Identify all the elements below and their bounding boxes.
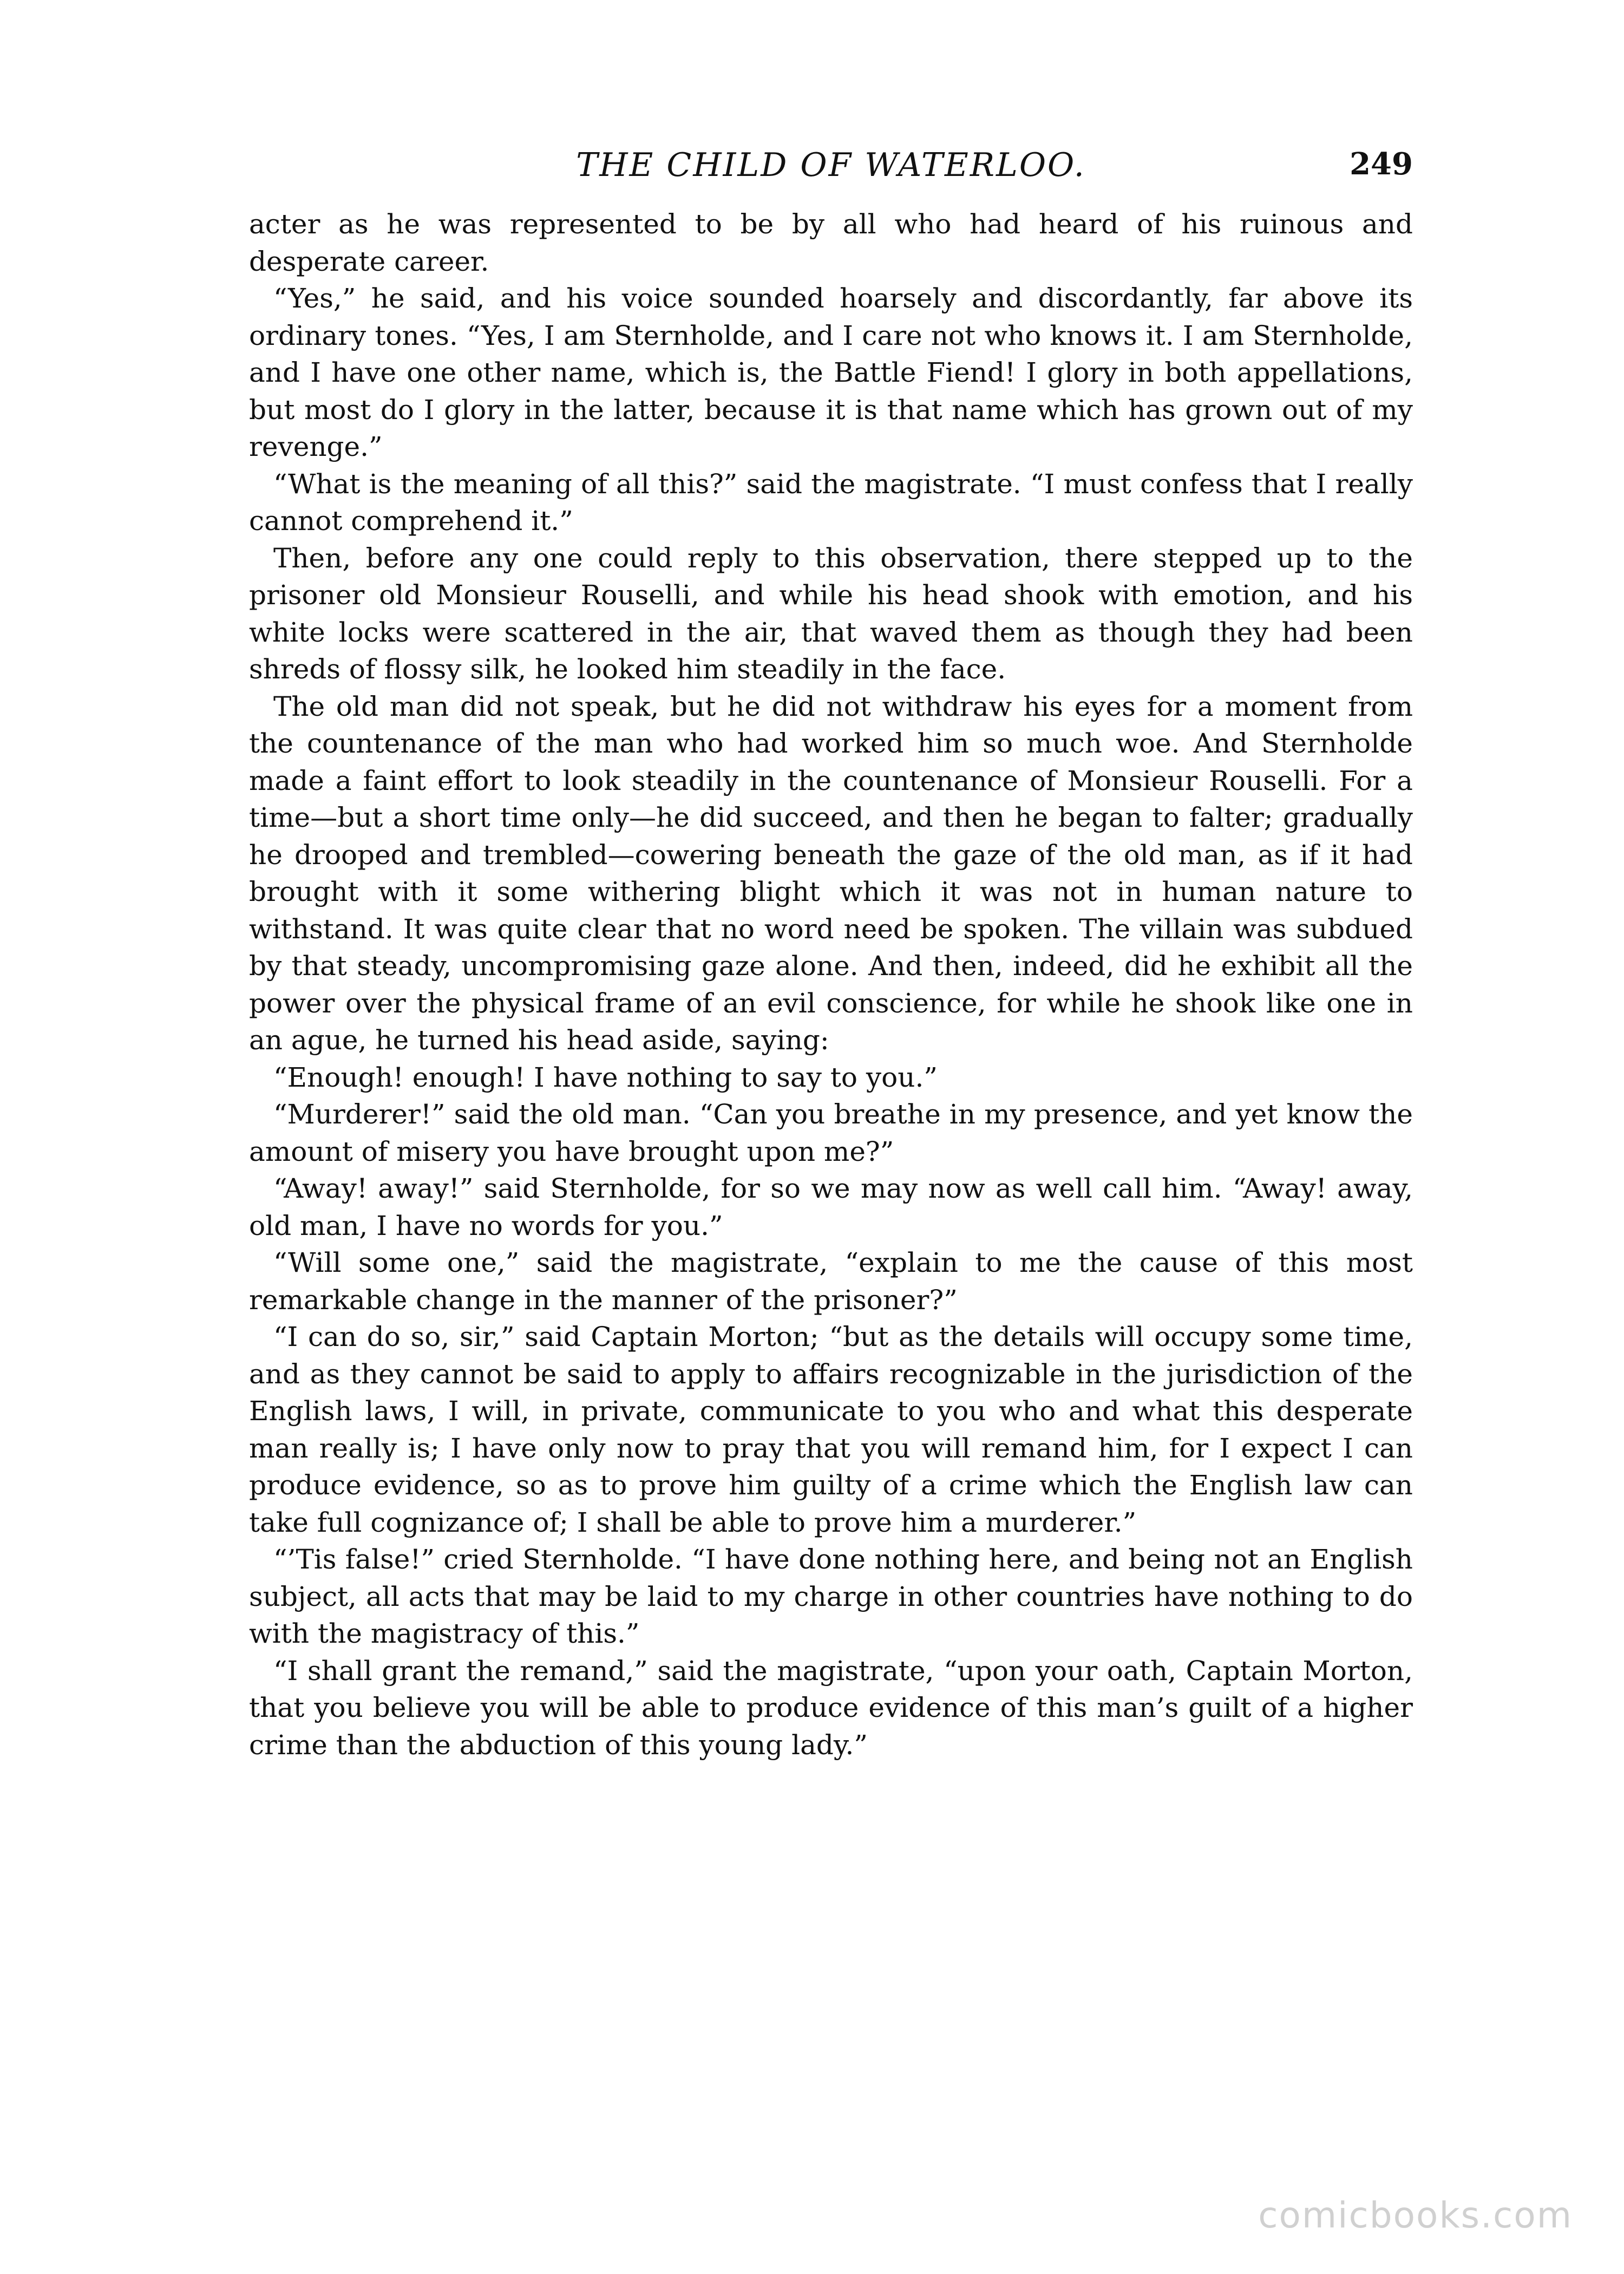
paragraph-4: Then, before any one could reply to this observation, there stepped up to the prisoner old Monsieur Rouselli, and while his head shook with emotion, and his white locks were scattered in the air, that waved them as though they had been shreds of flossy silk, he looked him steadily in the face. (249, 542, 1413, 685)
paragraph-11: “’Tis false!” cried Sternholde. “I have done nothing here, and being not an English subject, all acts that may be laid to my charge in other countries have nothing to do with the magistracy of this.” (249, 1544, 1413, 1649)
body-text (249, 206, 1413, 1763)
watermark: comicbooks.com (1258, 2194, 1573, 2236)
paragraph-10: “I can do so, sir,” said Captain Morton; “but as the details will occupy some time, and as they cannot be said to apply to affairs recognizable in the jurisdiction of the English laws, I will, in private, communicate to you who and what this desperate man really is; I have only now to pray that you will remand him, for I expect I can produce evidence, so as to prove him guilty of a crime which the English law can take full cognizance of; I shall be able to prove him a murderer.” (249, 1321, 1413, 1538)
book-page (249, 146, 1413, 1763)
paragraph-2: “Yes,” he said, and his voice sounded hoarsely and discordantly, far above its ordinary tones. “Yes, I am Sternholde, and I care not who knows it. I am Sternholde, and I have one other name, which is, the Battle Fiend! I glory in both appellations, but most do I glory in the latter, because it is that name which has grown out of my revenge.” (249, 283, 1413, 462)
running-head (249, 146, 1413, 206)
paragraph-5: The old man did not speak, but he did not withdraw his eyes for a moment from the countenance of the man who had worked him so much woe. And Sternholde made a faint effort to look steadily in the countenance of Monsieur Rouselli. For a time—but a short time only—he did succeed, and then he began to falter; gradually he drooped and trembled—cowering beneath the gaze of the old man, as if it had brought with it some withering blight which it was not in human nature to withstand. It was quite clear that no word need be spoken. The villain was subdued by that steady, uncompromising gaze alone. And then, indeed, did he exhibit all the power over the physical frame of an evil conscience, for while he shook like one in an ague, he turned his head aside, saying: (249, 690, 1413, 1056)
paragraph-8: “Away! away!” said Sternholde, for so we may now as well call him. “Away! away, old man, I have no words for you.” (249, 1173, 1413, 1241)
paragraph-6: “Enough! enough! I have nothing to say to you.” (273, 1061, 938, 1093)
page-number: 249 (1350, 146, 1413, 182)
paragraph-7: “Murderer!” said the old man. “Can you breathe in my presence, and yet know the amount of misery you have brought upon me?” (249, 1099, 1413, 1167)
paragraph-9: “Will some one,” said the magistrate, “explain to me the cause of this most remarkable change in the manner of the prisoner?” (249, 1247, 1413, 1316)
paragraph-1: acter as he was represented to be by all who had heard of his ruinous and desperate career. (249, 208, 1413, 277)
running-title: THE CHILD OF WATERLOO. (576, 146, 1086, 184)
paragraph-12: “I shall grant the remand,” said the magistrate, “upon your oath, Captain Morton, that you believe you will be able to produce evidence of this man’s guilt of a higher crime than the abduction of this young lady.” (249, 1655, 1413, 1761)
paragraph-3: “What is the meaning of all this?” said the magistrate. “I must confess that I really cannot comprehend it.” (249, 468, 1413, 537)
